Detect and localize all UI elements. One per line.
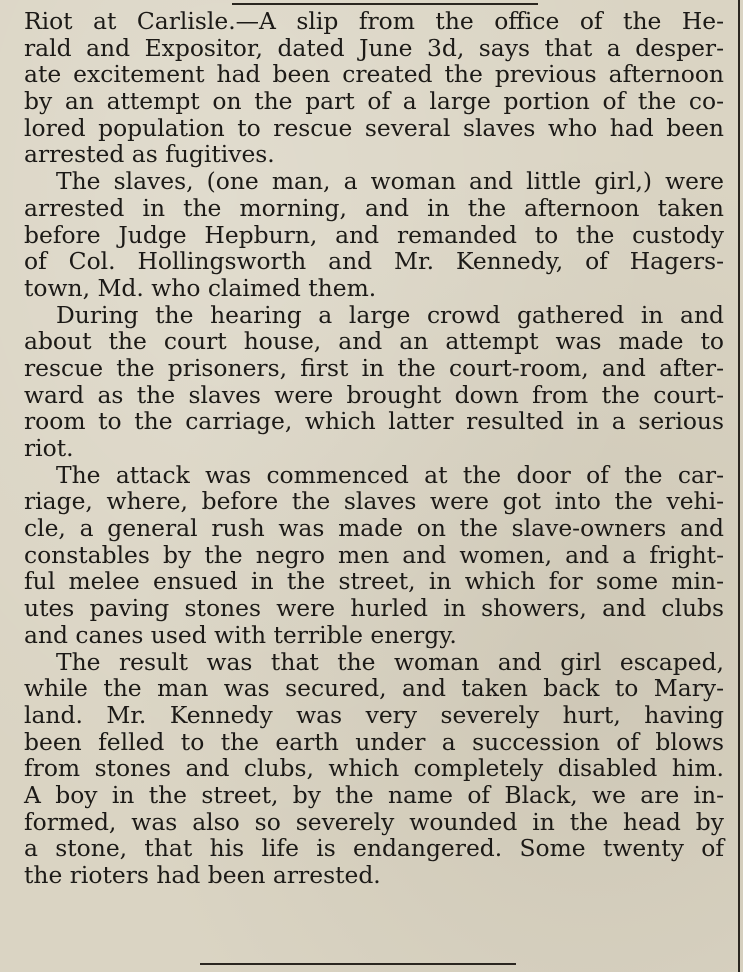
article-line: and canes used with terrible energy.	[24, 620, 457, 649]
article-line: During the hearing a large crowd gathered in and	[56, 300, 724, 329]
article-line: The slaves, (one man, a woman and little girl,) were	[56, 167, 724, 196]
article-line: arrested in the morning, and in the afternoon taken	[24, 193, 724, 222]
article-line: a stone, that his life is endangered. Some twenty of	[24, 834, 724, 863]
article-line: rald and Expositor, dated June 3d, says that a desper-	[24, 33, 724, 62]
article-line: about the court house, and an attempt was made to	[24, 327, 724, 356]
article-line: from stones and clubs, which completely disabled him.	[24, 754, 724, 783]
article-line: Riot at Carlisle.—A slip from the office of the He-	[24, 7, 724, 35]
article-line: rescue the prisoners, first in the court-room, and after-	[24, 353, 724, 382]
article-line: while the man was secured, and taken back to Mary-	[24, 674, 724, 703]
bottom-rule	[200, 963, 516, 965]
article-line: been felled to the earth under a succession of blows	[24, 727, 724, 756]
article-line: riot.	[24, 434, 74, 462]
article-line: town, Md. who claimed them.	[24, 273, 377, 302]
article-line: ate excitement had been created the previous afternoon	[24, 60, 724, 89]
article-line: land. Mr. Kennedy was very severely hurt, having	[24, 700, 724, 729]
column-rule	[738, 0, 740, 972]
article-line: ful melee ensued in the street, in which for some min-	[24, 567, 724, 596]
article-line: constables by the negro men and women, and a fright-	[24, 540, 724, 569]
article-line: A boy in the street, by the name of Black, we are in-	[24, 780, 724, 809]
article-line: cle, a general rush was made on the slave-owners and	[24, 514, 724, 543]
article-line: of Col. Hollingsworth and Mr. Kennedy, of Hagers-	[24, 247, 724, 276]
article-body	[24, 8, 724, 889]
article-line: the rioters had been arrested.	[24, 861, 381, 889]
article-line: formed, was also so severely wounded in the head by	[24, 807, 724, 836]
article-line: arrested as fugitives.	[24, 140, 275, 169]
top-rule	[232, 3, 538, 5]
article-line: before Judge Hepburn, and remanded to the custody	[24, 220, 724, 249]
article-line: lored population to rescue several slaves who had been	[24, 113, 724, 142]
article-line: by an attempt on the part of a large portion of the co-	[24, 87, 724, 116]
article-line: room to the carriage, which latter resulted in a serious	[24, 407, 724, 436]
article-line: riage, where, before the slaves were got into the vehi-	[24, 487, 724, 516]
article-line: The attack was commenced at the door of the car-	[56, 460, 724, 489]
article-line: ward as the slaves were brought down from the court-	[24, 380, 724, 409]
article-line: The result was that the woman and girl escaped,	[56, 647, 724, 676]
article-line: utes paving stones were hurled in showers, and clubs	[24, 594, 724, 623]
